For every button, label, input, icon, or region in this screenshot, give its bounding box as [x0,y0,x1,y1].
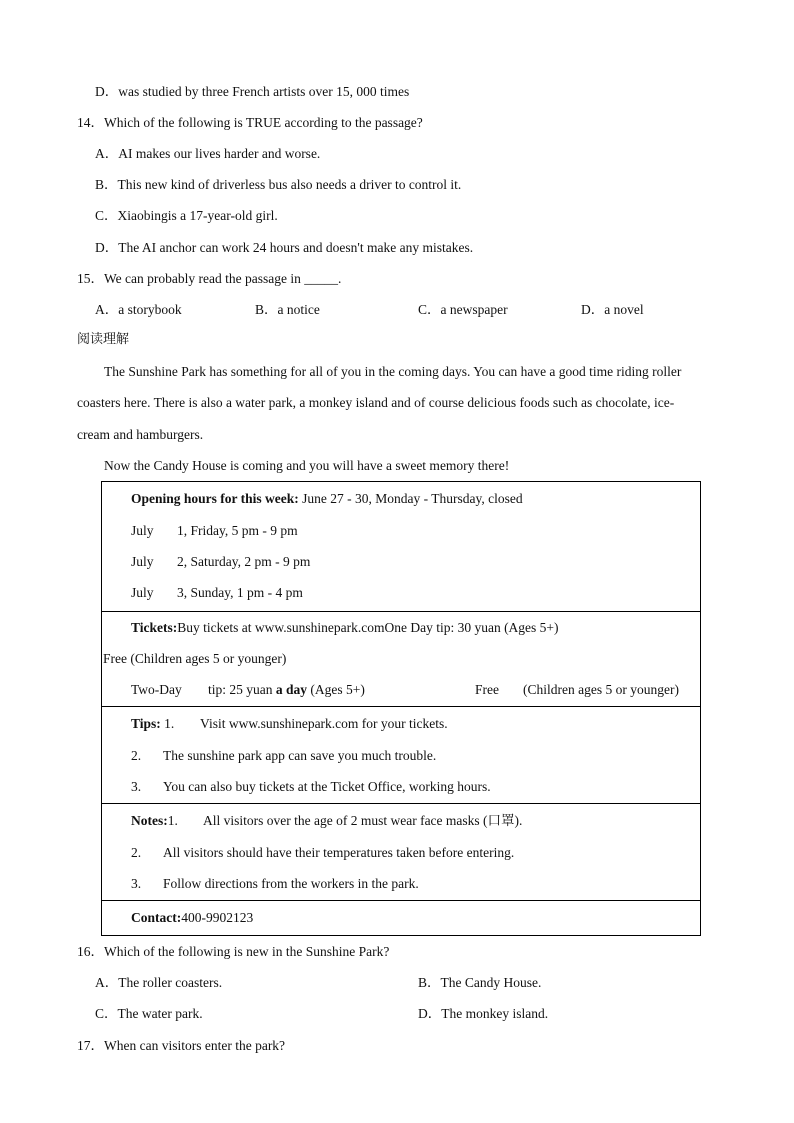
tickets-line-2: Free (Children ages 5 or younger) [103,651,287,666]
q15-option-b: B．a notice [255,302,320,317]
q13-option-d: D．was studied by three French artists over 15, 000 times [95,84,410,99]
opening-row-month: July [131,523,154,538]
q15-option-d: D．a novel [581,302,644,317]
divider [102,706,700,707]
opening-hours-text: June 27 - 30, Monday - Thursday, closed [298,491,523,506]
tickets-text: Buy tickets at www.sunshinepark.comOne Day tip: 30 yuan (Ages 5+) [177,620,559,635]
tips-item: The sunshine park app can save you much trouble. [163,748,437,763]
notes-item: All visitors over the age of 2 must wear face masks (口罩). [203,813,523,828]
q17-stem: 17．When can visitors enter the park? [77,1038,286,1053]
q16-option-b: B．The Candy House. [418,975,542,990]
opening-row-detail: 2, Saturday, 2 pm - 9 pm [177,554,311,569]
q16-option-c: C．The water park. [95,1006,203,1021]
q14-stem: 14．Which of the following is TRUE according to the passage? [77,115,423,130]
q15-stem: 15．We can probably read the passage in _____. [77,271,342,286]
notes-num: 3. [131,876,142,891]
notes-num: 2. [131,845,142,860]
contact-line [131,910,253,926]
q16-stem: 16．Which of the following is new in the Sunshine Park? [77,944,390,959]
q14-option-c: C．Xiaobingis a 17-year-old girl. [95,208,278,223]
opening-row-month: July [131,585,154,600]
q14-option-d: D．The AI anchor can work 24 hours and doesn't make any mistakes. [95,240,474,255]
opening-row-detail: 3, Sunday, 1 pm - 4 pm [177,585,303,600]
notes-label [131,813,178,829]
opening-row-month: July [131,554,154,569]
tips-title: Tips: [131,716,161,731]
tips-num: 1. [164,716,175,731]
tickets-line-1 [131,620,559,636]
tickets-free-detail: (Children ages 5 or younger) [523,682,679,697]
two-day-ages: (Ages 5+) [307,682,365,697]
two-day-tip: tip: 25 yuan [208,682,273,697]
q14-option-a: A．AI makes our lives harder and worse. [95,146,321,161]
q15-option-a: A．a storybook [95,302,182,317]
notes-item: Follow directions from the workers in the park. [163,876,419,891]
tips-item: You can also buy tickets at the Ticket Office, working hours. [163,779,491,794]
contact-label: Contact: [131,910,182,925]
tickets-two-day-label: Two-Day [131,682,182,697]
notes-num: 1. [167,813,178,828]
opening-hours-line [131,491,523,507]
tips-num: 2. [131,748,142,763]
q15-option-c: C．a newspaper [418,302,508,317]
section-title: 阅读理解 [77,332,130,347]
opening-row-detail: 1, Friday, 5 pm - 9 pm [177,523,298,538]
q16-option-d: D．The monkey island. [418,1006,549,1021]
divider [102,900,700,901]
passage-line-2: coasters here. There is also a water park, a monkey island and of course delicious foods such as chocolate, ice- [77,395,675,410]
contact-value: 400-9902123 [181,910,254,925]
notes-title: Notes: [131,813,168,828]
q16-option-a: A．The roller coasters. [95,975,223,990]
notice-table [101,481,701,936]
divider [102,611,700,612]
tips-label [131,716,174,732]
divider [102,803,700,804]
tips-num: 3. [131,779,142,794]
passage-line-1: The Sunshine Park has something for all of you in the coming days. You can have a good time riding roller [104,364,682,379]
opening-hours-label: Opening hours for this week: [131,491,299,506]
passage-paragraph-2: Now the Candy House is coming and you will have a sweet memory there! [104,458,510,473]
tickets-label: Tickets: [131,620,178,635]
tickets-two-day-price [208,682,365,698]
tips-item: Visit www.sunshinepark.com for your tickets. [200,716,448,731]
two-day-bold: a day [272,682,308,697]
tickets-free-label: Free [475,682,499,697]
notes-item: All visitors should have their temperatures taken before entering. [163,845,515,860]
passage-line-3: cream and hamburgers. [77,427,204,442]
q14-option-b: B．This new kind of driverless bus also needs a driver to control it. [95,177,462,192]
